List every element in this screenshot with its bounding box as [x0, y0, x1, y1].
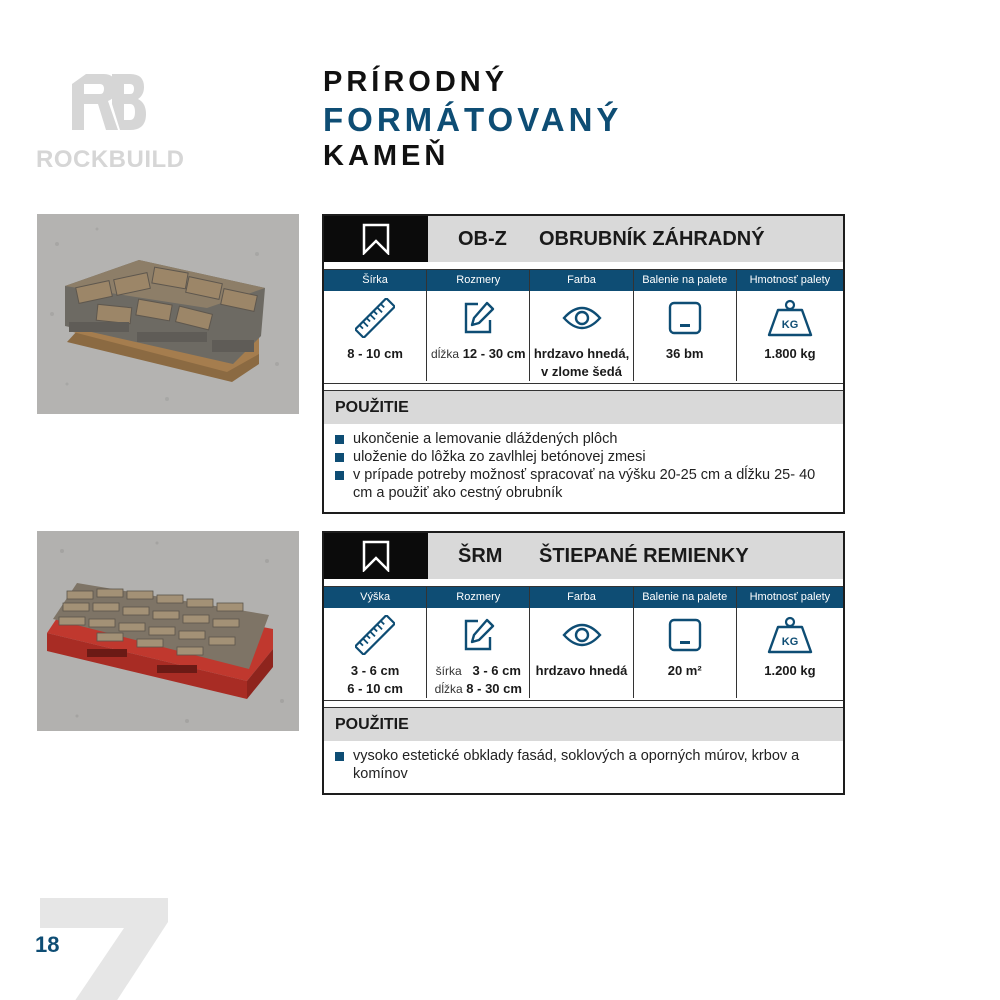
spec-dims — [427, 587, 530, 698]
spec-size — [324, 587, 427, 698]
product-code: ŠRM — [458, 544, 503, 567]
product-name: OBRUBNÍK ZÁHRADNÝ — [539, 227, 765, 250]
spec-header: Balenie na palete — [634, 587, 736, 608]
spec-weight — [737, 587, 843, 698]
rockbuild-logo — [36, 70, 196, 180]
product-card-srm — [322, 531, 845, 795]
eye-icon — [530, 608, 632, 662]
title-line-3: KAMEŇ — [323, 140, 450, 172]
spec-header: Šírka — [324, 270, 426, 291]
product-code: OB-Z — [458, 227, 507, 250]
product-card-ob-z — [322, 214, 845, 514]
spec-value: 8 - 10 cm — [347, 346, 403, 361]
pencil-icon — [427, 608, 529, 662]
decorative-seven-shape — [40, 898, 170, 1000]
kg-weight-icon — [737, 291, 843, 345]
spec-value: 1.200 kg — [764, 663, 816, 678]
spec-value: 3 - 6 cm — [472, 663, 521, 678]
bookmark-icon — [324, 216, 428, 262]
product-name: ŠTIEPANÉ REMIENKY — [539, 544, 749, 567]
spec-header: Rozmery — [427, 270, 529, 291]
spec-header: Farba — [530, 587, 632, 608]
logo-text: ROCKBUILD — [36, 146, 185, 173]
spec-value: hrdzavo hnedá — [535, 663, 628, 678]
spec-header: Rozmery — [427, 587, 529, 608]
spec-value: 12 - 30 cm — [462, 346, 526, 361]
divider — [324, 700, 843, 708]
spec-dims — [427, 270, 530, 381]
card-header — [324, 216, 843, 262]
divider — [324, 579, 843, 587]
spec-value: 1.800 kg — [764, 346, 816, 361]
bookmark-icon — [324, 533, 428, 579]
pencil-icon — [427, 291, 529, 345]
spec-table — [324, 587, 843, 698]
spec-weight — [737, 270, 843, 381]
spec-header: Hmotnosť palety — [737, 587, 843, 608]
product-photo-srm — [37, 531, 299, 731]
ruler-icon — [324, 291, 426, 345]
spec-value: 20 m² — [667, 663, 702, 678]
usage-list — [324, 741, 843, 787]
spec-header: Výška — [324, 587, 426, 608]
divider — [324, 262, 843, 270]
usage-title: POUŽITIE — [324, 391, 843, 424]
spec-color — [530, 587, 633, 698]
usage-title: POUŽITIE — [324, 708, 843, 741]
product-photo-ob-z — [37, 214, 299, 414]
list-item: v prípade potreby možnosť spracovať na výšku 20-25 cm a dĺžku 25- 40 cm a použiť ako cestný obrubník — [335, 466, 833, 502]
svg-text:KG: KG — [781, 319, 799, 331]
page-number: 18 — [35, 932, 60, 957]
spec-value: v zlome šedá — [541, 364, 622, 379]
spec-header: Farba — [530, 270, 632, 291]
title-line-2: FORMÁTOVANÝ — [323, 101, 623, 138]
card-header — [324, 533, 843, 579]
spec-table — [324, 270, 843, 381]
title-line-1: PRÍRODNÝ — [323, 66, 509, 98]
spec-label: dĺžka — [434, 682, 463, 696]
spec-value: 6 - 10 cm — [347, 681, 403, 696]
ruler-icon — [324, 608, 426, 662]
pallet-box-icon — [634, 608, 736, 662]
list-item: ukončenie a lemovanie dláždených plôch — [335, 430, 833, 448]
spec-pack — [634, 587, 737, 698]
spec-header: Balenie na palete — [634, 270, 736, 291]
spec-value: hrdzavo hnedá, — [533, 346, 630, 361]
spec-value: 8 - 30 cm — [466, 681, 522, 696]
spec-header: Hmotnosť palety — [737, 270, 843, 291]
spec-value: 36 bm — [665, 346, 704, 361]
list-item: uloženie do lôžka zo zavlhlej betónovej zmesi — [335, 448, 833, 466]
rb-logo-mark — [68, 70, 148, 134]
usage-list — [324, 424, 843, 506]
spec-value: 3 - 6 cm — [350, 663, 400, 678]
spec-label: šírka — [435, 664, 462, 678]
spec-color — [530, 270, 633, 381]
list-item: vysoko estetické obklady fasád, soklových a oporných múrov, krbov a komínov — [335, 747, 833, 783]
svg-text:KG: KG — [781, 636, 799, 648]
pallet-box-icon — [634, 291, 736, 345]
eye-icon — [530, 291, 632, 345]
spec-size — [324, 270, 427, 381]
spec-pack — [634, 270, 737, 381]
divider — [324, 383, 843, 391]
kg-weight-icon — [737, 608, 843, 662]
page-title — [323, 64, 622, 175]
spec-label: dĺžka — [431, 347, 460, 361]
